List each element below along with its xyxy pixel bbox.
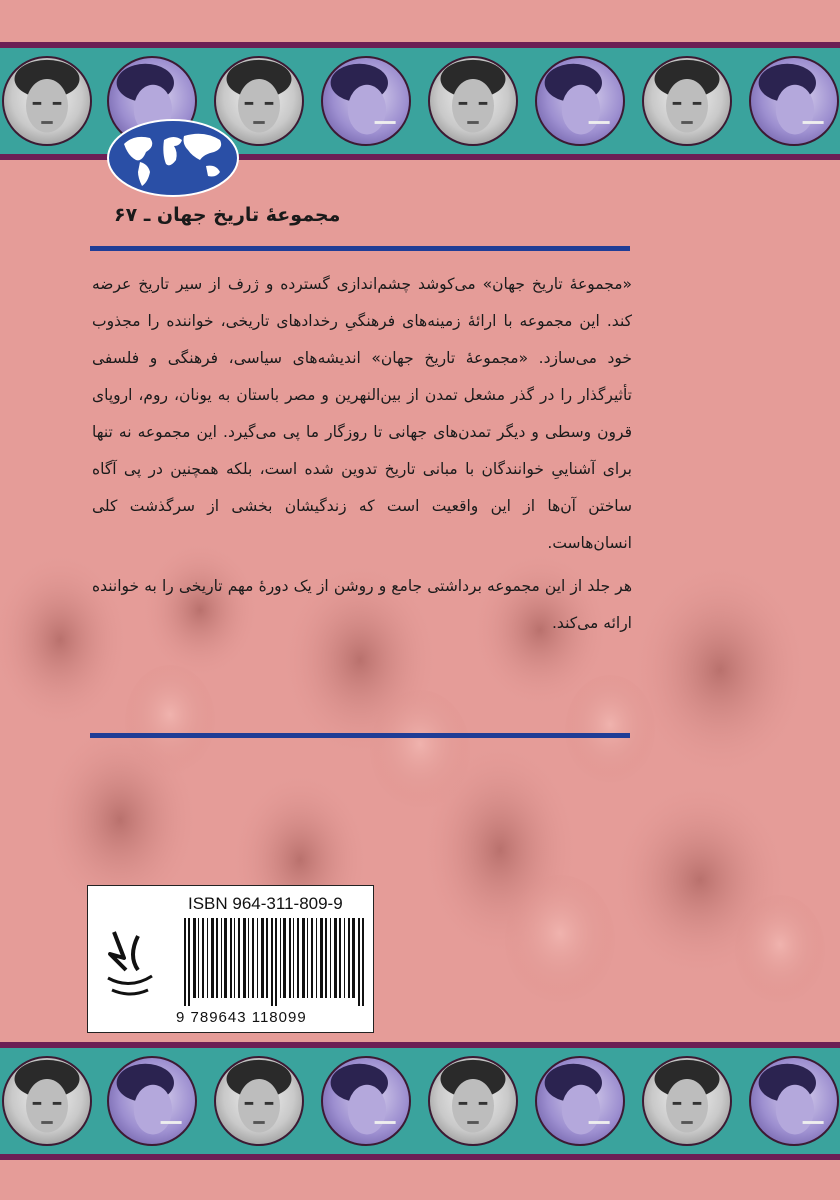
bottom-portrait-band [0,1042,840,1160]
publisher-logo-icon [98,926,162,1006]
series-title: مجموعۀ تاریخ جهان ـ ۶۷ [114,204,341,226]
portrait-icon [321,56,411,146]
portrait-icon [642,56,732,146]
portrait-icon [749,1056,839,1146]
series-description [92,266,632,642]
portrait-icon [749,56,839,146]
divider-rule-bottom [90,733,630,738]
portrait-icon [2,1056,92,1146]
world-map-globe-icon [106,118,240,198]
portrait-icon [535,1056,625,1146]
portrait-icon [428,1056,518,1146]
portrait-icon [428,56,518,146]
portrait-icon [2,56,92,146]
portrait-icon [535,56,625,146]
portrait-icon [321,1056,411,1146]
divider-rule-top [90,246,630,251]
portrait-icon [642,1056,732,1146]
barcode-box [87,885,374,1033]
barcode-bars [184,918,364,1006]
portrait-icon [214,1056,304,1146]
description-paragraph: هر جلد از این مجموعه برداشتی جامع و روشن از یک دورۀ مهم تاریخی را به خواننده ارائه می‌کند. [92,577,632,632]
portrait-icon [107,1056,197,1146]
barcode-digits: 9 789643 118099 [176,1009,307,1026]
isbn-label: ISBN 964-311-809-9 [188,894,343,913]
description-paragraph: «مجموعۀ تاریخ جهان» می‌کوشد چشم‌اندازی گسترده و ژرف از سیر تاریخ عرضه کند. این مجموعه با ارائۀ زمینه‌های فرهنگیِ رخدادهای تاریخی، خواننده را مجذوب خود می‌سازد. «مجموعۀ تاریخ جهان» اندیشه‌های سیاسی، فرهنگی و فلسفی تأثیرگذار را در گذر مشعل تمدن از بین‌النهرین و مصر باستان به یونان، روم، اروپای قرون وسطی و دیگر تمدن‌های جهانی تا روزگار ما پی می‌گیرد. این مجموعه نه تنها برای آشناییِ خوانندگان با مبانی تاریخ تدوین شده است، بلکه همچنین در پی آگاه ساختن آن‌ها از این واقعیت است که زندگیشان بخشی از سرگذشت کلی انسان‌هاست. [92,275,632,552]
